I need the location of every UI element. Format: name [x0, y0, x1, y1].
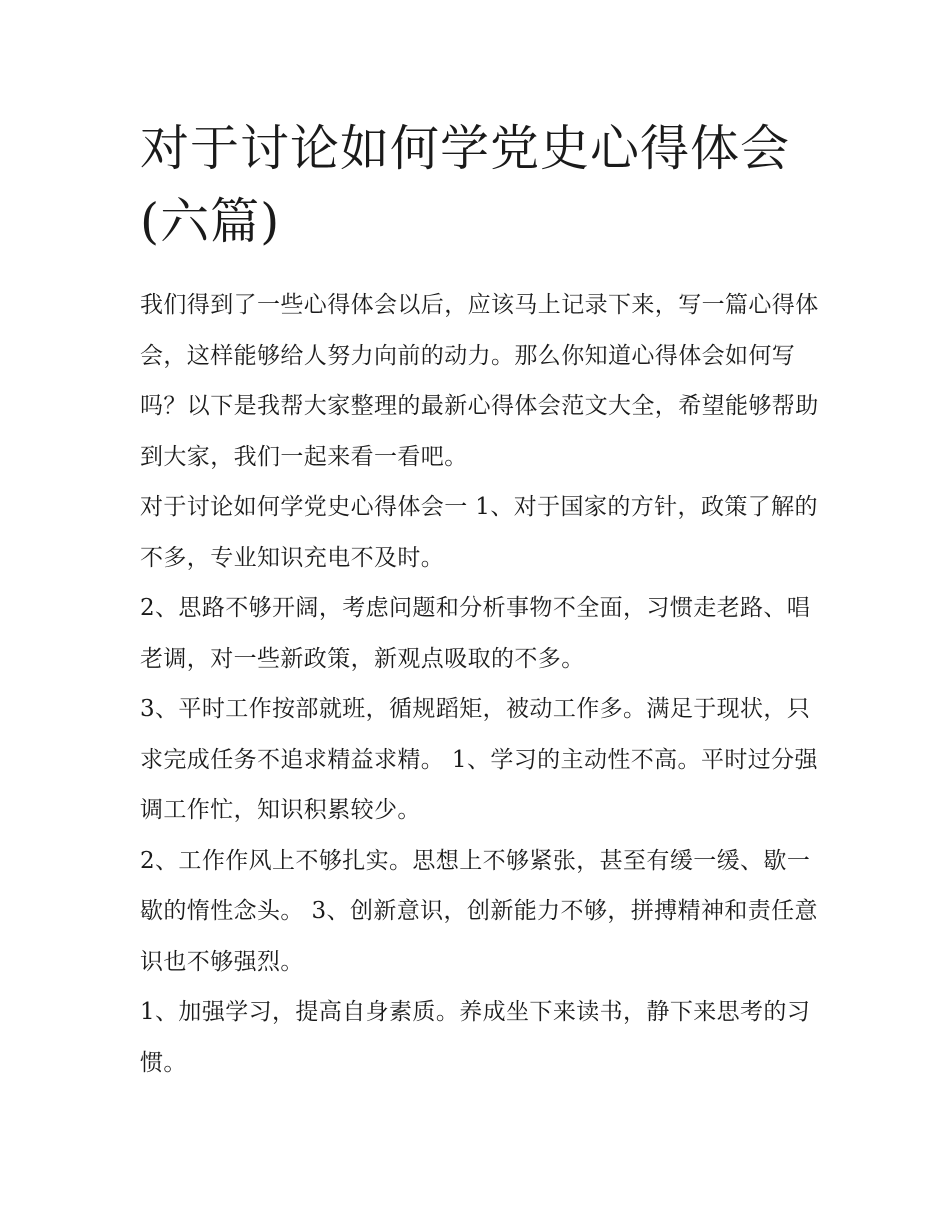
document-body [140, 112, 820, 1088]
document-title: 对于讨论如何学党史心得体会(六篇) [140, 120, 791, 250]
paragraph-5: 1、加强学习，提高自身素质。养成坐下来读书，静下来思考的习惯。 [140, 999, 811, 1076]
paragraph-2: 2、思路不够开阔，考虑问题和分析事物不全面，习惯走老路、唱老调，对一些新政策，新观点吸取的不多。 [140, 595, 811, 672]
paragraph-3: 3、平时工作按部就班，循规蹈矩，被动工作多。满足于现状，只求完成任务不追求精益求精。 1、学习的主动性不高。平时过分强调工作忙，知识积累较少。 [140, 696, 818, 823]
paragraph-1: 对于讨论如何学党史心得体会一 1、对于国家的方针，政策了解的不多，专业知识充电不及时。 [140, 494, 818, 571]
paragraph-intro: 我们得到了一些心得体会以后，应该马上记录下来，写一篇心得体会，这样能够给人努力向前的动力。那么你知道心得体会如何写吗？以下是我帮大家整理的最新心得体会范文大全，希望能够帮助到大家，我们一起来看一看吧。 [140, 292, 819, 470]
paragraph-4: 2、工作作风上不够扎实。思想上不够紧张，甚至有缓一缓、歇一歇的惰性念头。 3、创新意识，创新能力不够，拼搏精神和责任意识也不够强烈。 [140, 847, 818, 975]
